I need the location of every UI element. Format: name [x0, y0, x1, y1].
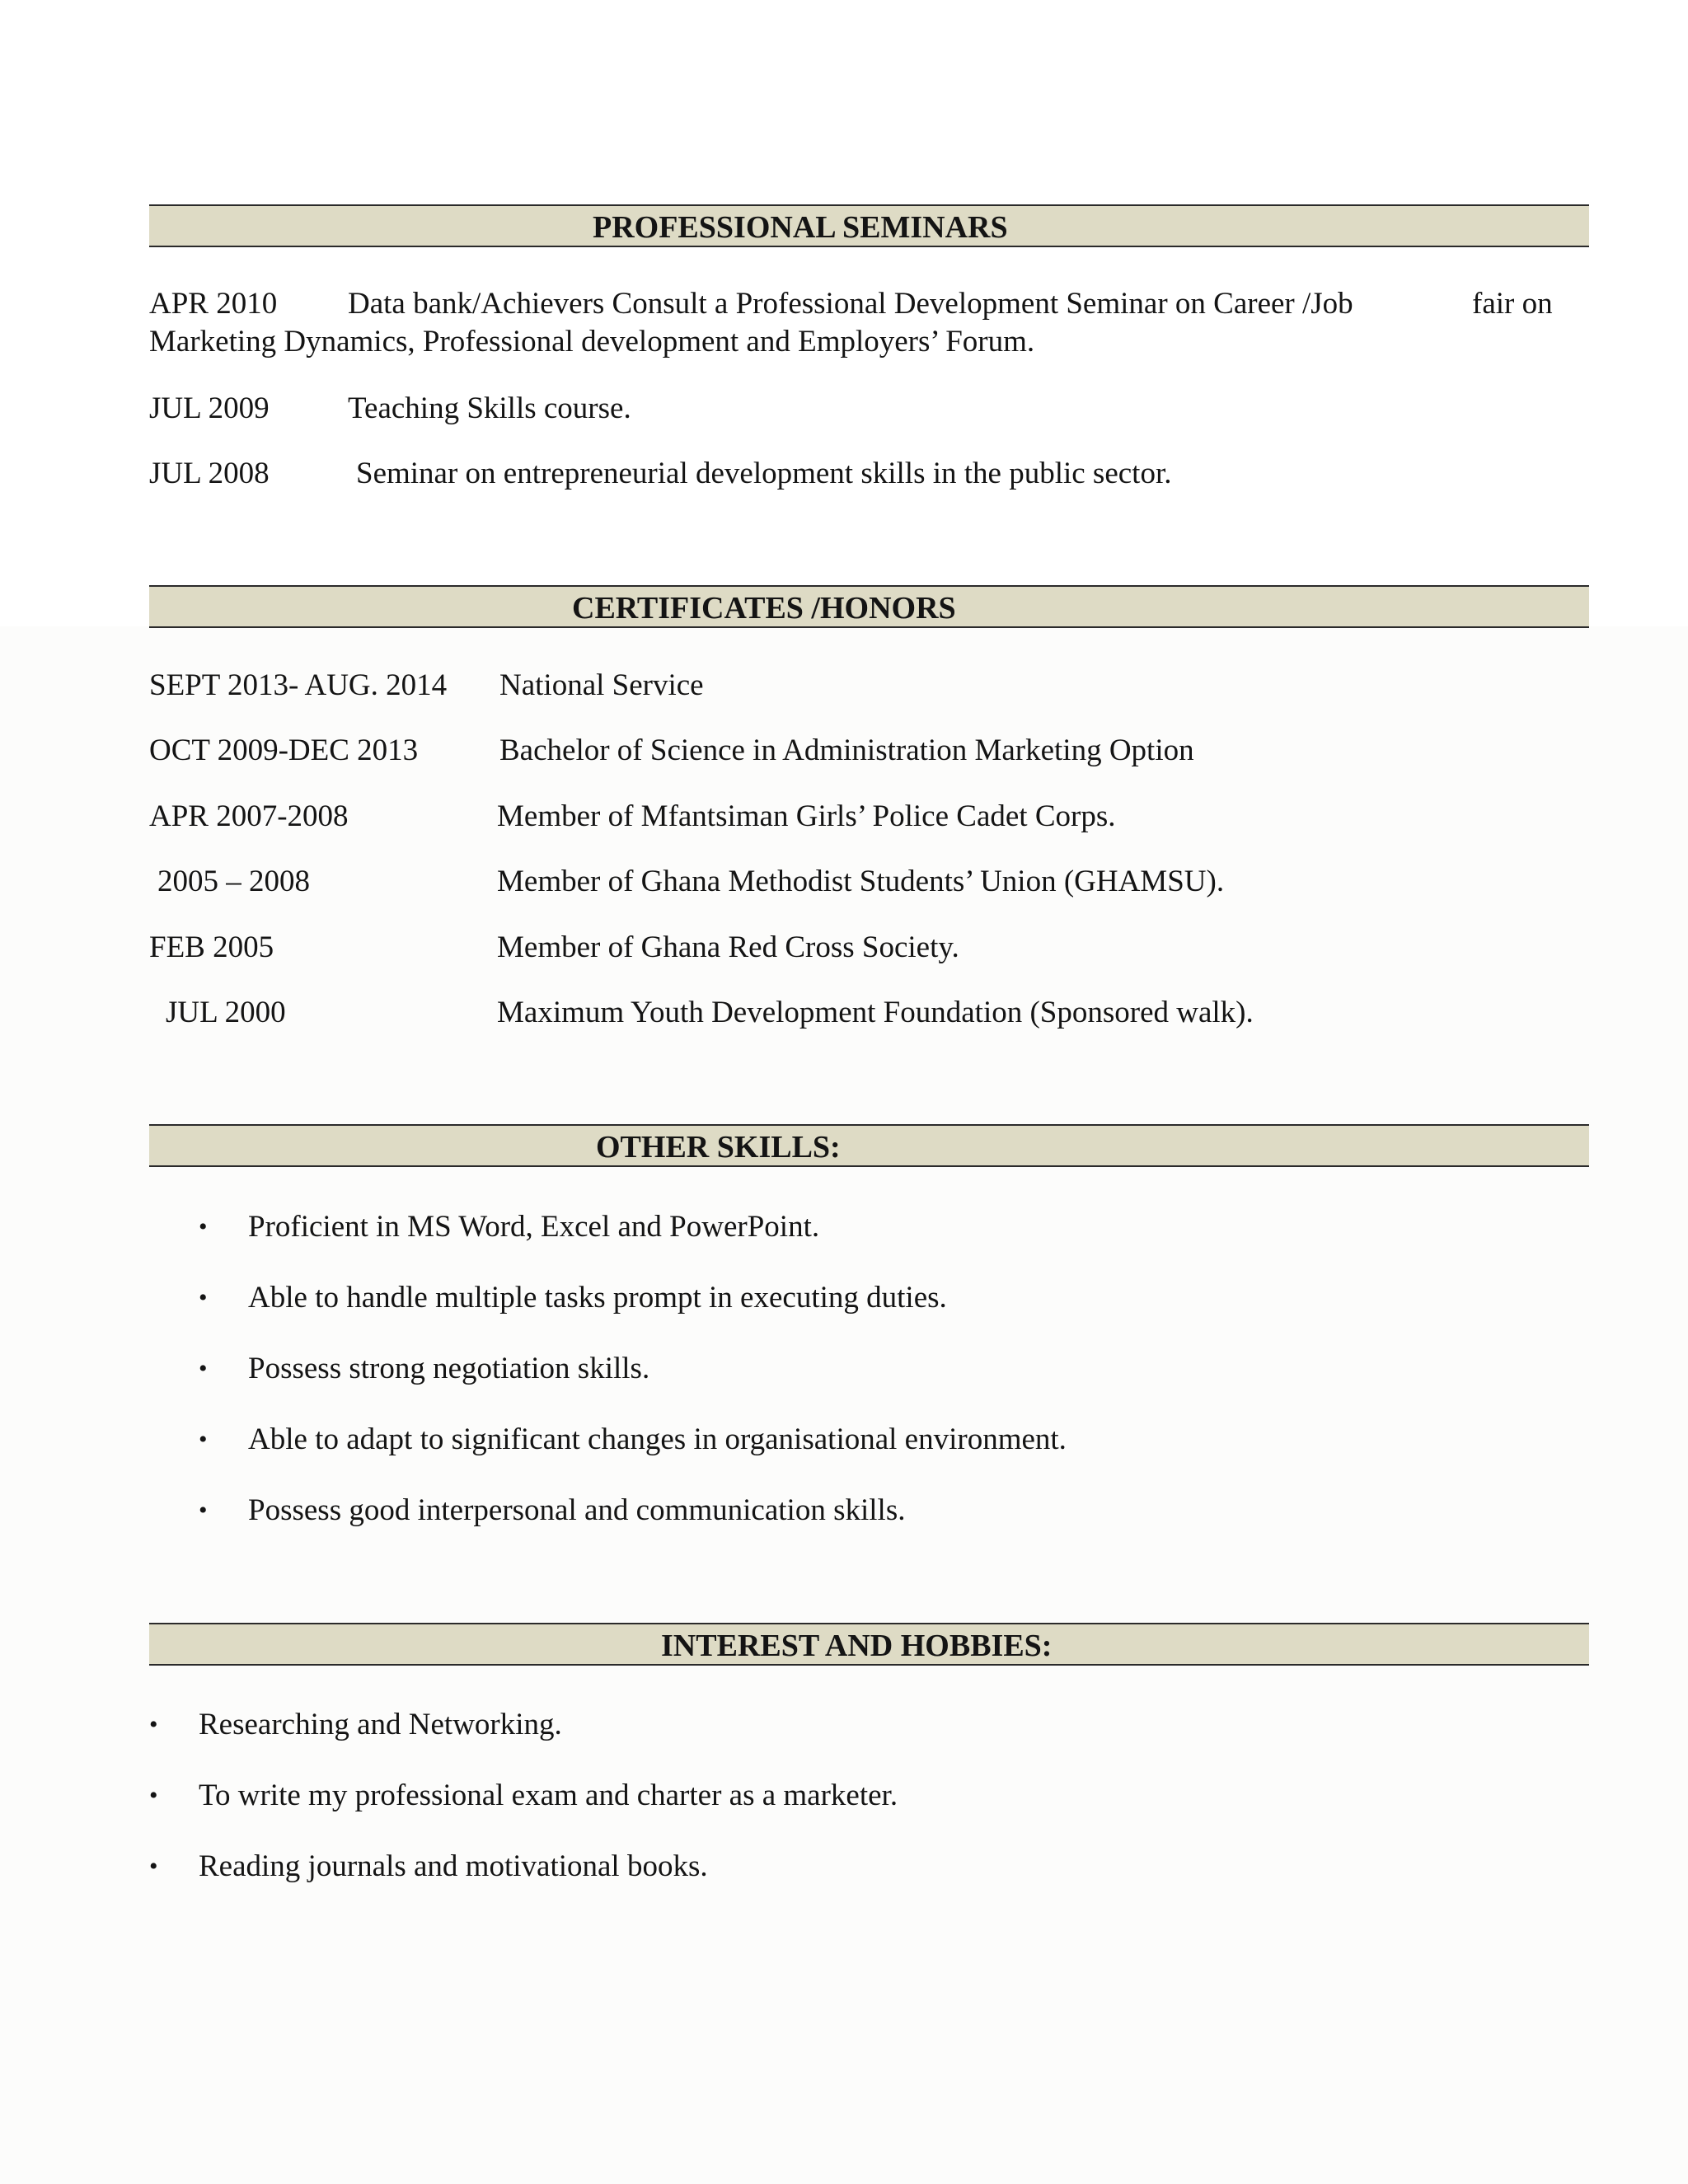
seminar-date: JUL 2009	[149, 391, 270, 425]
seminar-text: Teaching Skills course.	[348, 391, 631, 425]
skill-item: Able to adapt to significant changes in organisational environment.	[248, 1422, 1067, 1456]
skills-heading: OTHER SKILLS:	[596, 1130, 841, 1165]
bullet-icon: •	[199, 1426, 208, 1453]
certificates-heading: CERTIFICATES /HONORS	[572, 591, 956, 626]
certificate-text: Bachelor of Science in Administration Marketing Option	[499, 733, 1194, 767]
hobbies-heading-band	[149, 1623, 1589, 1666]
bullet-icon: •	[149, 1711, 158, 1738]
certificate-text: Member of Mfantsiman Girls’ Police Cadet Corps.	[497, 799, 1116, 833]
certificate-text: Maximum Youth Development Foundation (Sponsored walk).	[497, 996, 1254, 1029]
certificate-date: FEB 2005	[149, 930, 274, 964]
seminars-heading: PROFESSIONAL SEMINARS	[593, 210, 1008, 245]
seminar-text-continued: Marketing Dynamics, Professional development and Employers’ Forum.	[149, 325, 1035, 359]
bullet-icon: •	[149, 1853, 158, 1880]
certificate-date: OCT 2009-DEC 2013	[149, 733, 419, 767]
hobby-item: To write my professional exam and charter as a marketer.	[199, 1779, 898, 1812]
bullet-icon: •	[199, 1497, 208, 1524]
hobby-item: Reading journals and motivational books.	[199, 1849, 708, 1883]
certificate-date: SEPT 2013- AUG. 2014	[149, 668, 448, 702]
certificate-text: Member of Ghana Red Cross Society.	[497, 930, 959, 964]
bullet-icon: •	[199, 1284, 208, 1311]
bullet-icon: •	[199, 1355, 208, 1382]
skill-item: Able to handle multiple tasks prompt in executing duties.	[248, 1281, 947, 1315]
seminar-date: APR 2010	[149, 287, 278, 321]
skills-heading-band	[149, 1124, 1589, 1167]
hobby-item: Researching and Networking.	[199, 1708, 562, 1741]
bullet-icon: •	[149, 1782, 158, 1809]
seminar-text: Seminar on entrepreneurial development skills in the public sector.	[356, 457, 1172, 490]
certificate-text: National Service	[499, 668, 704, 702]
certificate-date: APR 2007-2008	[149, 799, 349, 833]
seminar-date: JUL 2008	[149, 457, 270, 490]
seminar-text-tail: fair on	[1472, 287, 1553, 321]
bullet-icon: •	[199, 1213, 208, 1240]
seminar-text: Data bank/Achievers Consult a Professional Development Seminar on Career /Job	[348, 287, 1353, 321]
hobbies-heading: INTEREST AND HOBBIES:	[661, 1629, 1053, 1663]
certificates-heading-band	[149, 585, 1589, 628]
seminars-heading-band	[149, 204, 1589, 247]
certificate-date: JUL 2000	[166, 996, 286, 1029]
certificate-date: 2005 – 2008	[157, 865, 310, 898]
skill-item: Possess strong negotiation skills.	[248, 1352, 650, 1385]
certificate-text: Member of Ghana Methodist Students’ Union (GHAMSU).	[497, 865, 1225, 898]
skill-item: Proficient in MS Word, Excel and PowerPoint.	[248, 1210, 820, 1244]
skill-item: Possess good interpersonal and communication skills.	[248, 1493, 906, 1527]
